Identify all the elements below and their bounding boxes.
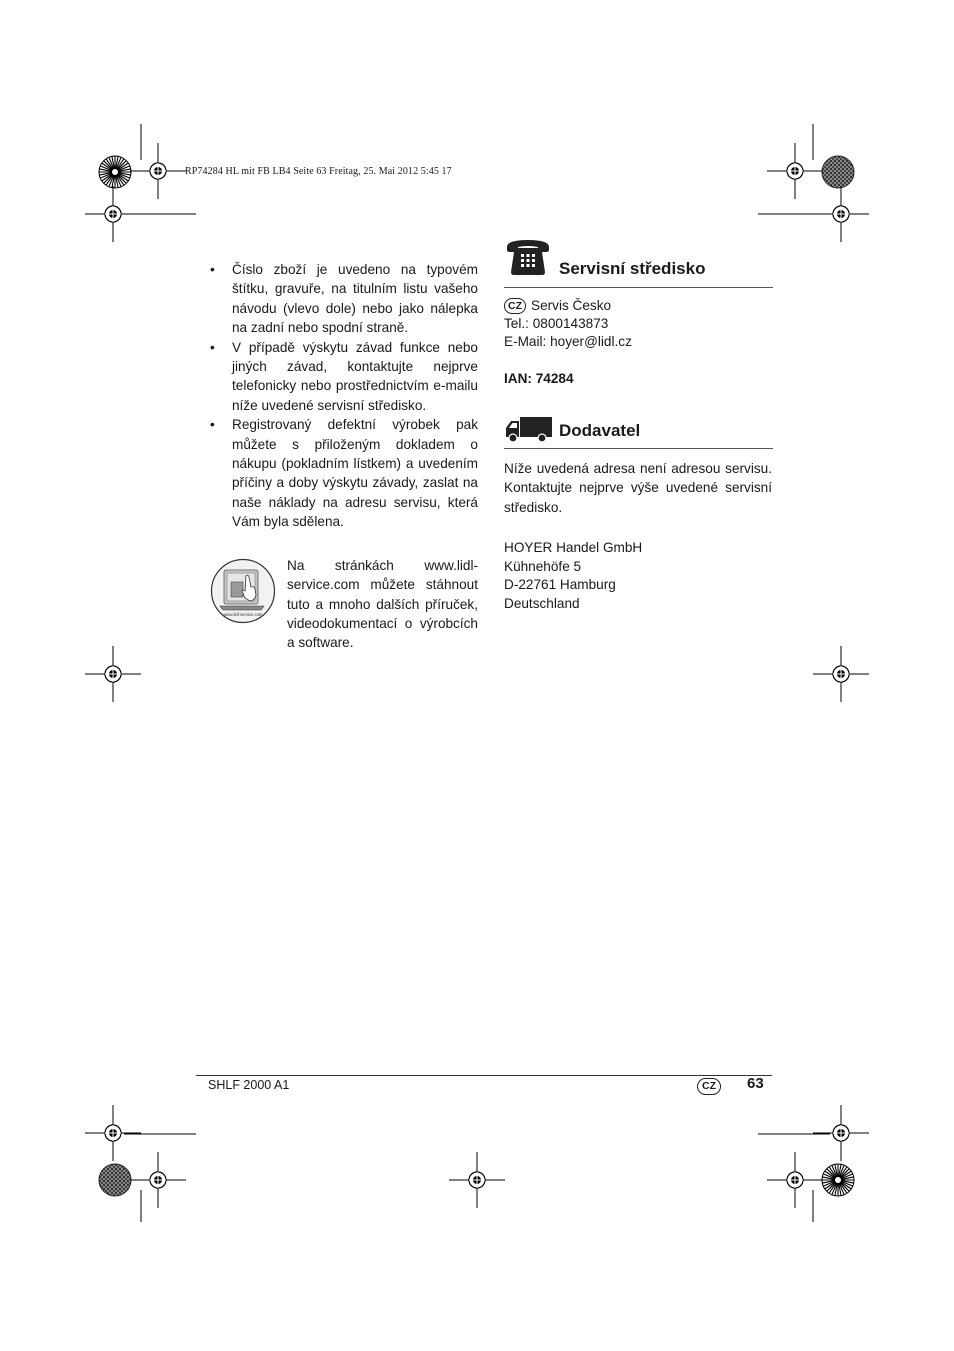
supplier-heading: Dodavatel xyxy=(559,421,641,440)
ian-number: IAN: 74284 xyxy=(504,371,574,386)
list-item xyxy=(206,260,478,338)
address-line: Kühnehöfe 5 xyxy=(504,558,582,574)
address-line: HOYER Handel GmbH xyxy=(504,540,643,555)
divider xyxy=(504,448,773,449)
list-item xyxy=(206,338,478,416)
country-badge: CZ xyxy=(504,298,526,314)
bullet-symbol: • xyxy=(210,262,215,277)
page-number: 63 xyxy=(747,1075,764,1092)
download-service-icon xyxy=(210,558,276,624)
bullet-text: Registrovaný defektní výrobek pak můžete s přiloženým dokladem o nákupu (pokladním lístkem) a uvedením příčiny a doby výskytu závady, zaslat na naše náklady na adresu servisu, která Vám byla sdělena. xyxy=(232,417,478,530)
bullet-text: Číslo zboží je uvedeno na typovém štítku, gravuře, na titulním listu vašeho návodu (vlevo dole) nebo jako nálepka na zadní nebo spodní straně. xyxy=(232,262,478,336)
supplier-address xyxy=(504,539,642,614)
service-center-heading: Servisní středisko xyxy=(559,259,706,278)
print-header: RP74284 HL mit FB LB4 Seite 63 Freitag, 25. Mai 2012 5:45 17 xyxy=(185,166,452,177)
supplier-note: Níže uvedená adresa není adresou servisu. Kontaktujte nejprve výše uvedené servisní středisko. xyxy=(504,461,772,515)
address-line: D-22761 Hamburg xyxy=(504,577,616,593)
bullet-symbol: • xyxy=(210,417,215,433)
divider xyxy=(504,287,773,288)
truck-icon xyxy=(505,416,553,444)
service-name-line xyxy=(504,297,632,315)
model-number: SHLF 2000 A1 xyxy=(208,1078,290,1092)
address-line: Deutschland xyxy=(504,596,580,612)
email-address: E-Mail: hoyer@lidl.cz xyxy=(504,334,632,350)
service-contact xyxy=(504,297,632,352)
bullet-list xyxy=(206,260,478,532)
icon-caption: www.lidl-service.com xyxy=(223,612,263,617)
footer-divider xyxy=(196,1075,772,1076)
phone-number: Tel.: 0800143873 xyxy=(504,316,609,332)
bullet-text: V případě výskytu závad funkce nebo jiných závad, kontaktujte nejprve telefonicky nebo prostřednictvím e-mailu níže uvedené servisní středisko. xyxy=(232,339,478,413)
country-badge: CZ xyxy=(697,1078,721,1095)
list-item xyxy=(206,415,478,531)
bullet-symbol: • xyxy=(210,339,215,355)
service-text: Na stránkách www.lidl-service.com můžete stáhnout tuto a mnoho dalších příruček, videodokumentací o výrobcích a software. xyxy=(287,558,478,651)
phone-icon xyxy=(505,238,551,276)
service-name: Servis Česko xyxy=(531,298,612,313)
